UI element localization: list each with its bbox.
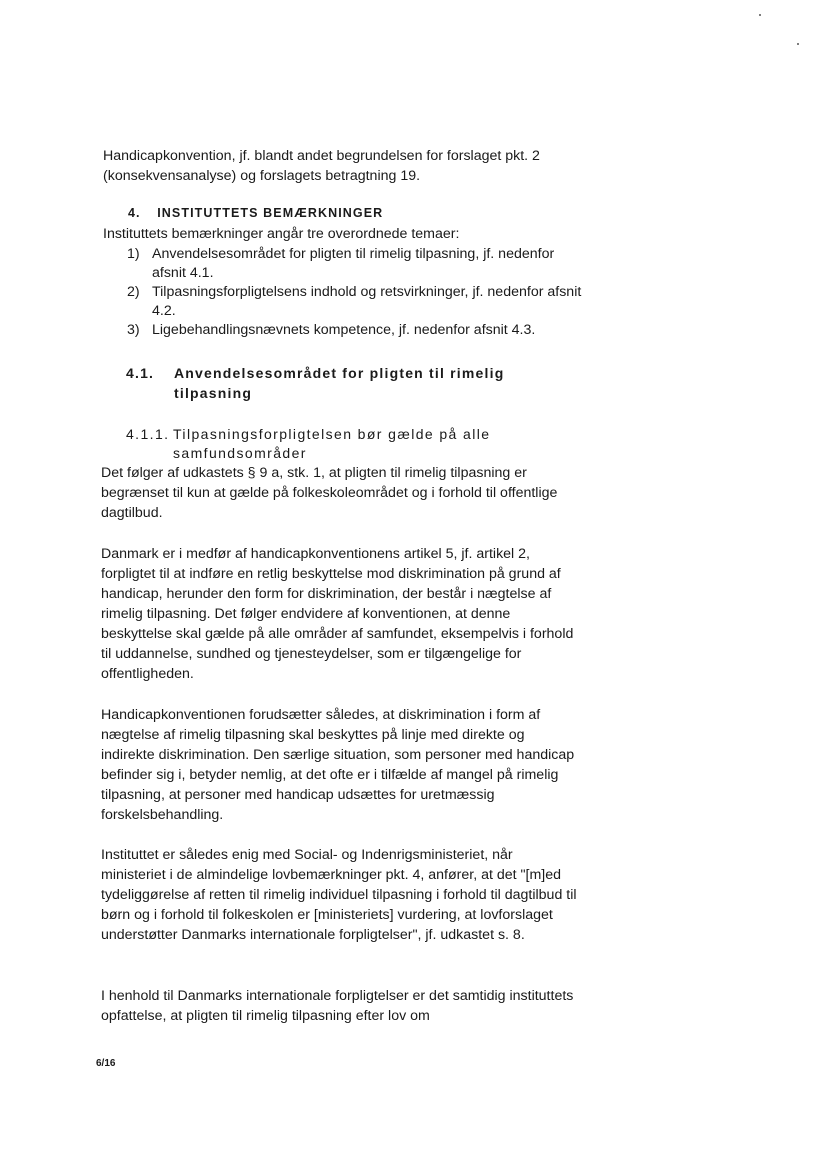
- section-4-1-1-number: 4.1.1.: [126, 426, 170, 442]
- section-4-1-number: 4.1.: [126, 365, 155, 381]
- scan-speck: [759, 14, 761, 16]
- paragraph: Handicapkonventionen forudsætter således, at diskrimination i form af nægtelse af rimelig tilpasning skal beskyttes på linje med direkte og indirekte diskrimination. Den særlige situation, som personer med handicap befinder sig i, betyder nemlig, at det ofte er i tilfælde af mangel på rimelig tilpasning, at personer med handicap udsættes for uretmæssig forskelsbehandling.: [101, 707, 575, 823]
- section-4-1-title: Anvendelsesområdet for pligten til rimelig tilpasning: [174, 365, 505, 401]
- page-number: 6/16: [96, 1058, 116, 1069]
- list-item-text: Anvendelsesområdet for pligten til rimelig tilpasning, jf. nedenfor afsnit 4.1.: [152, 246, 555, 281]
- section-4-title: INSTITUTTETS BEMÆRKNINGER: [157, 206, 384, 220]
- list-item-number: 1): [127, 246, 140, 262]
- paragraph: Det følger af udkastets § 9 a, stk. 1, at pligten til rimelig tilpasning er begrænset til kun at gælde på folkeskoleområdet og i forhold til offentlige dagtilbud.: [101, 465, 558, 521]
- list-item-text: Ligebehandlingsnævnets kompetence, jf. nedenfor afsnit 4.3.: [152, 322, 536, 338]
- list-item-number: 2): [127, 284, 140, 300]
- paragraph: Danmark er i medfør af handicapkonventionens artikel 5, jf. artikel 2, forpligtet til at indføre en retlig beskyttelse mod diskrimination på grund af handicap, herunder den form for diskrimination, der består i nægtelse af rimelig tilpasning. Det følger endvidere af konventionen, at denne beskyttelse skal gælde på alle områder af samfundet, eksempelvis i forhold til uddannelse, sundhed og tjenesteydelser, som er tilgængelige for offentligheden.: [101, 546, 574, 682]
- paragraph: Instituttet er således enig med Social- og Indenrigsministeriet, når ministeriet i de almindelige lovbemærkninger pkt. 4, anfører, at det "[m]ed tydeliggørelse af retten til rimelig individuel tilpasning i forhold til dagtilbud til børn og i forhold til folkeskolen er [ministeriets] vurdering, at lovforslaget understøtter Danmarks internationale forpligtelser", jf. udkastet s. 8.: [101, 847, 577, 943]
- scan-speck: [797, 43, 799, 45]
- paragraph: I henhold til Danmarks internationale forpligtelser er det samtidig instituttets opfattelse, at pligten til rimelig tilpasning efter lov om: [101, 988, 574, 1024]
- list-item: [127, 283, 587, 320]
- section-4-lead: Instituttets bemærkninger angår tre overordnede temaer:: [103, 226, 460, 242]
- section-4-number: 4.: [128, 206, 141, 220]
- intro-paragraph: Handicapkonvention, jf. blandt andet begrundelsen for forslaget pkt. 2 (konsekvensanalyse) og forslagets betragtning 19.: [103, 148, 540, 184]
- list-item-number: 3): [127, 322, 140, 338]
- themes-list: [127, 245, 587, 341]
- list-item: [127, 245, 587, 282]
- section-4-heading: [128, 206, 383, 220]
- section-4-1-heading: [126, 363, 534, 403]
- list-item: [127, 321, 587, 340]
- list-item-text: Tilpasningsforpligtelsens indhold og retsvirkninger, jf. nedenfor afsnit 4.2.: [152, 284, 582, 319]
- section-4-1-1-title: Tilpasningsforpligtelsen bør gælde på alle samfundsområder: [173, 426, 491, 461]
- section-4-1-1-heading: [126, 425, 553, 463]
